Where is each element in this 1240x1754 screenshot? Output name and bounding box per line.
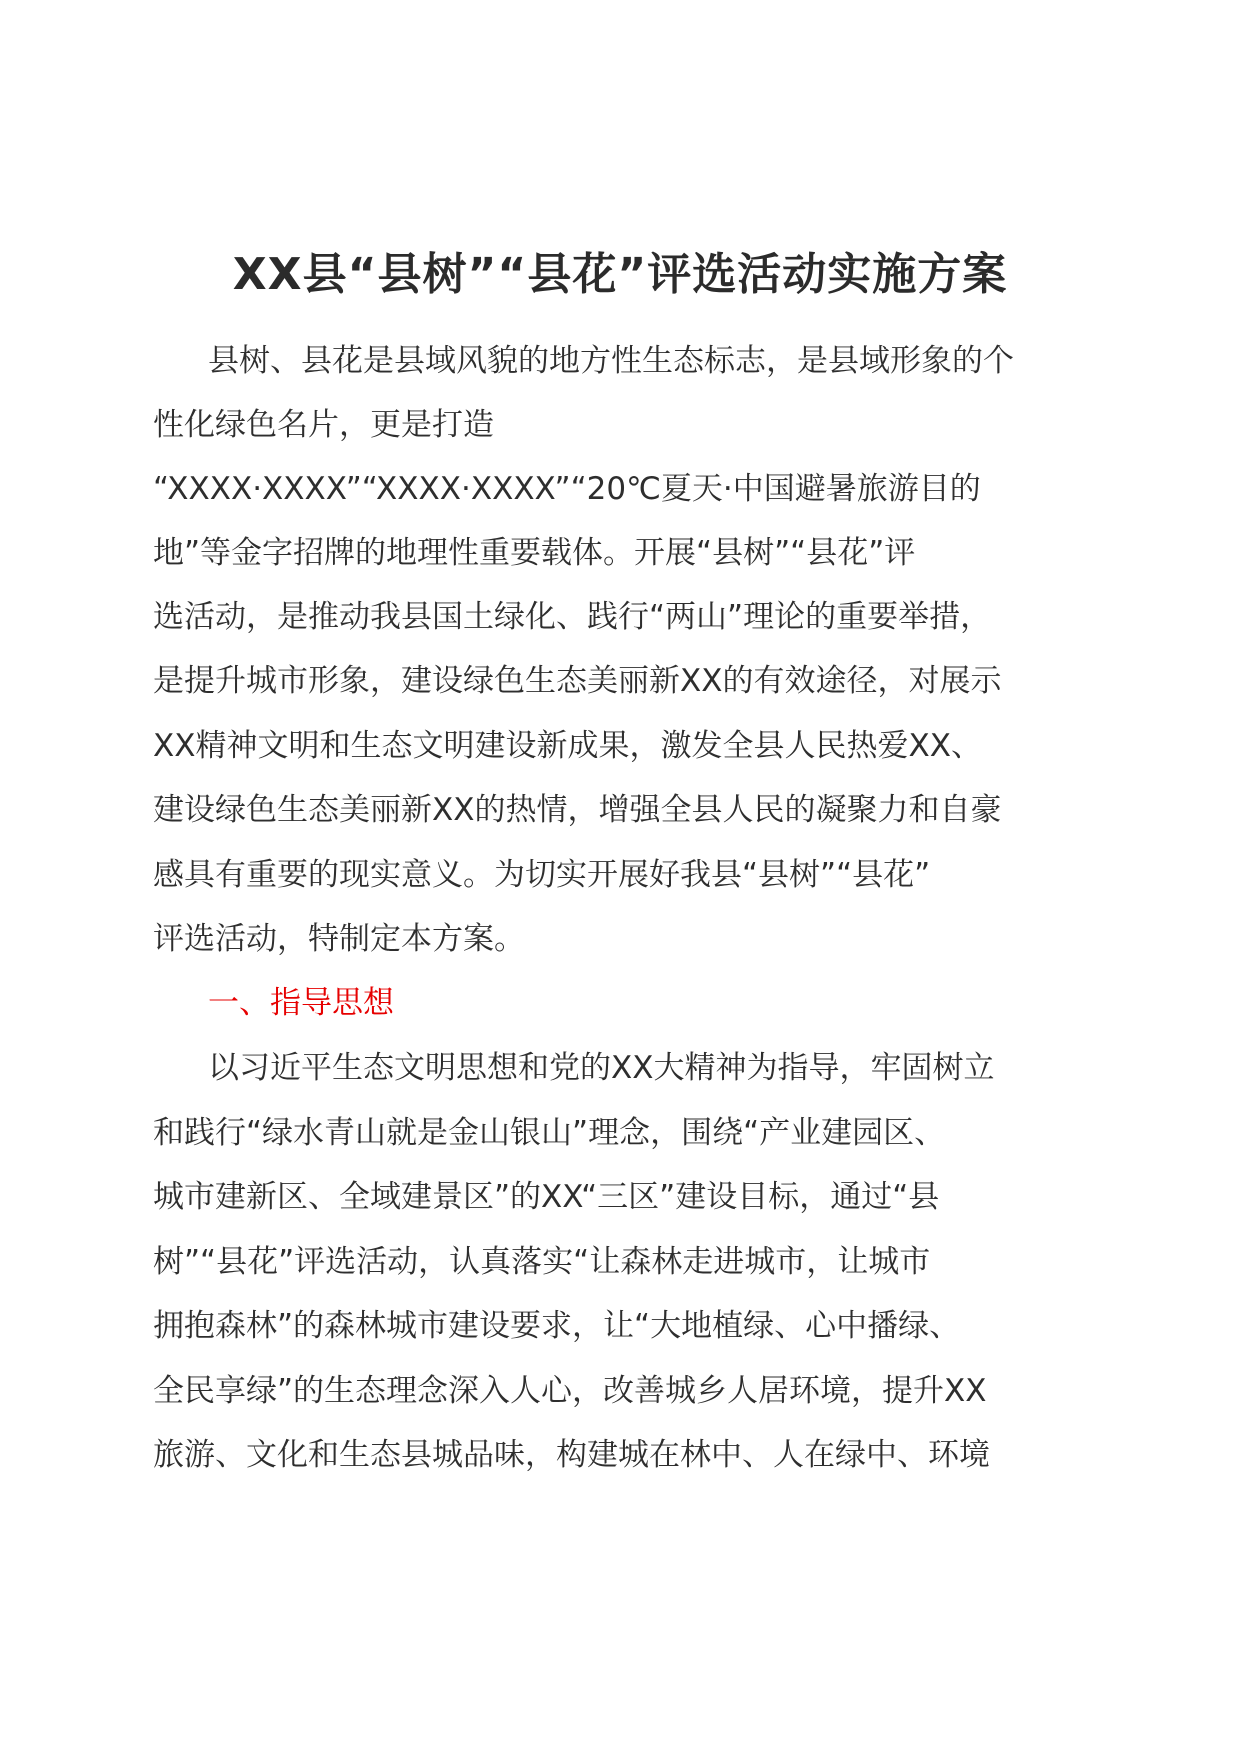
text-line: 和践行“绿水青山就是金山银山”理念，围绕“产业建园区、	[153, 1115, 946, 1151]
text-line: 以习近平生态文明思想和党的XX大精神为指导，牢固树立	[208, 1050, 995, 1086]
text-line: 城市建新区、全域建景区”的XX“三区”建设目标，通过“县	[153, 1179, 940, 1215]
text-line: 地”等金字招牌的地理性重要载体。开展“县树”“县花”评	[153, 535, 916, 571]
text-line: 旅游、文化和生态县城品味，构建城在林中、人在绿中、环境	[153, 1437, 990, 1473]
text-line: 评选活动，特制定本方案。	[153, 921, 525, 957]
text-line: 县树、县花是县域风貌的地方性生态标志，是县域形象的个	[208, 343, 1014, 379]
text-line: 选活动，是推动我县国土绿化、践行“两山”理论的重要举措，	[153, 599, 992, 635]
text-line: 感具有重要的现实意义。为切实开展好我县“县树”“县花”	[153, 857, 931, 893]
text-line: 是提升城市形象，建设绿色生态美丽新XX的有效途径，对展示	[153, 663, 1002, 699]
text-line: 拥抱森林”的森林城市建设要求，让“大地植绿、心中播绿、	[153, 1308, 961, 1344]
text-line: 性化绿色名片，更是打造	[153, 407, 494, 443]
section-heading: 一、指导思想	[208, 985, 394, 1021]
text-line: “XXXX·XXXX”“XXXX·XXXX”“20℃夏天·中国避暑旅游目的	[153, 471, 981, 507]
document-title: XX县“县树”“县花”评选活动实施方案	[232, 249, 1008, 300]
text-line: 全民享绿”的生态理念深入人心，改善城乡人居环境，提升XX	[153, 1373, 987, 1409]
text-line: XX精神文明和生态文明建设新成果，激发全县人民热爱XX、	[153, 728, 982, 764]
text-line: 树”“县花”评选活动，认真落实“让森林走进城市，让城市	[153, 1244, 931, 1280]
text-line: 建设绿色生态美丽新XX的热情，增强全县人民的凝聚力和自豪	[153, 792, 1002, 828]
